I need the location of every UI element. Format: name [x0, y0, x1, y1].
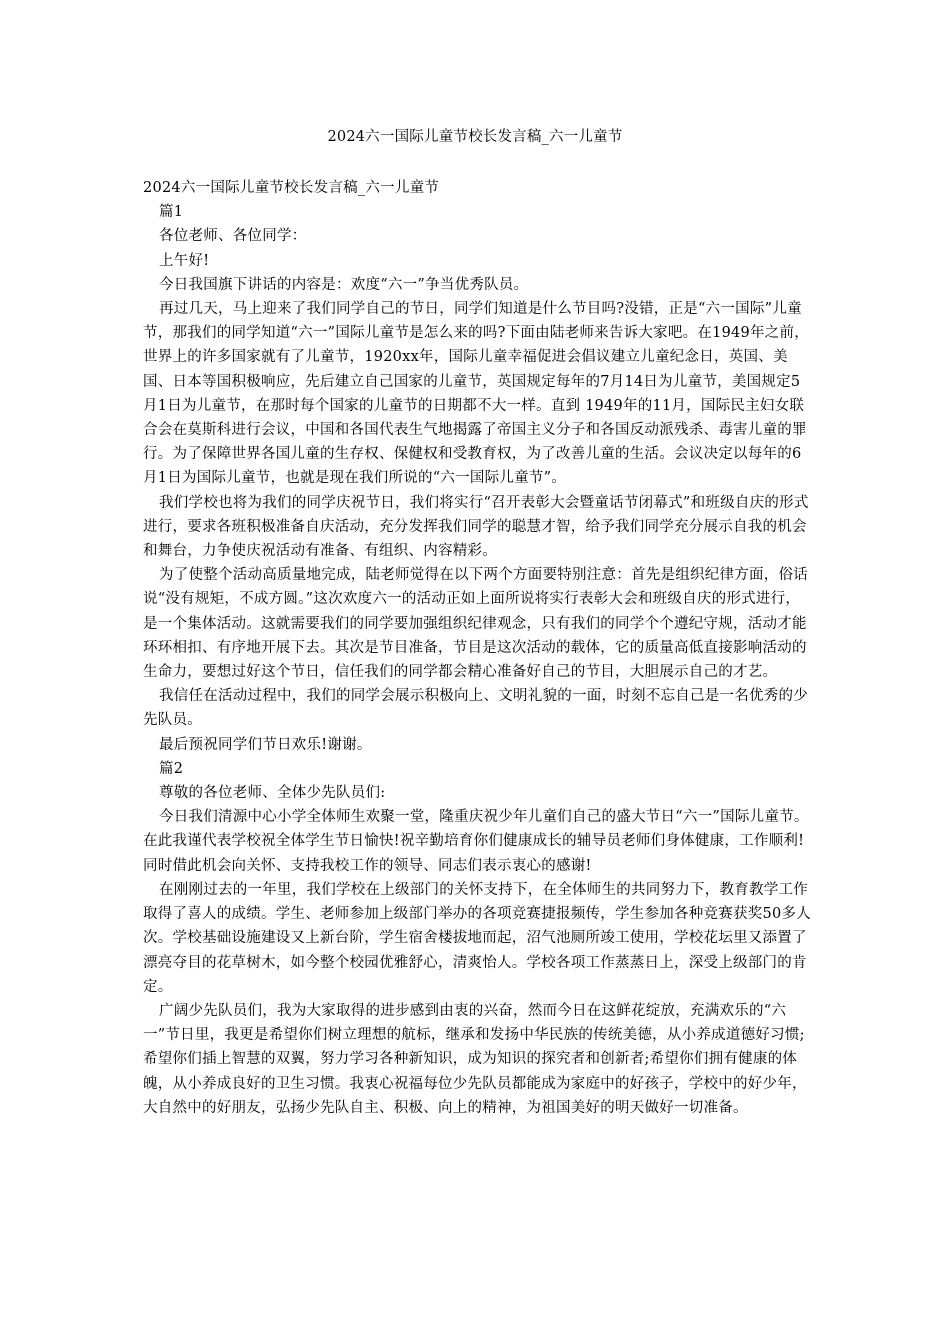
paragraph: 在刚刚过去的一年里，我们学校在上级部门的关怀支持下，在全体师生的共同努力下，教育教学工作取得了喜人的成绩。学生、老师参加上级部门举办的各项竞赛捷报频传，学生参加各种竞赛获奖50多人次。学校基础设施建设又上新台阶，学生宿舍楼拔地而起，沼气池厕所竣工使用，学校花坛里又添置了漂亮夺目的花草树木，如今整个校园优雅舒心，清爽怡人。学校各项工作蒸蒸日上，深受上级部门的肯定。 — [143, 881, 811, 995]
section-label: 篇2 — [159, 760, 184, 777]
paragraph: 为了使整个活动高质量地完成，陆老师觉得在以下两个方面要特别注意：首先是组织纪律方面，俗话说“没有规矩，不成方圆。”这次欢度六一的活动正如上面所说将实行表彰大会和班级自庆的形式进行，是一个集体活动。这就需要我们的同学要加强组织纪律观念，只有我们的同学个个遵纪守规，活动才能环环相扣、有序地开展下去。其次是节目准备，节目是这次活动的载体，它的质量高低直接影响活动的生命力，要想过好这个节日，信任我们的同学都会精心准备好自己的节目，大胆展示自己的才艺。 — [143, 567, 808, 681]
salutation: 各位老师、各位同学： — [159, 228, 307, 245]
page-title: 2024六一国际儿童节校长发言稿_六一儿童节 — [327, 129, 623, 145]
paragraph: 广阔少先队员们，我为大家取得的进步感到由衷的兴奋，然而今日在这鲜花绽放，充满欢乐的“六一”节日里，我更是希望你们树立理想的航标，继承和发扬中华民族的传统美德，从小养成道德好习惯;希望你们插上智慧的双翼，努力学习各种新知识，成为知识的探究者和创新者;希望你们拥有健康的体魄，从小养成良好的卫生习惯。我衷心祝福每位少先队员都能成为家庭中的好孩子，学校中的好少年，大自然中的好朋友，弘扬少先队自主、积极、向上的精神，为祖国美好的明天做好一切准备。 — [143, 1002, 807, 1116]
paragraph: 今日我国旗下讲话的内容是：欢度“六一”争当优秀队员。 — [159, 276, 529, 293]
paragraph: 我信任在活动过程中，我们的同学会展示积极向上、文明礼貌的一面，时刻不忘自己是一名优秀的少先队员。 — [143, 688, 808, 729]
greeting: 上午好! — [159, 252, 210, 269]
closing-line: 最后预祝同学们节日欢乐!谢谢。 — [159, 736, 372, 753]
paragraph: 再过几天，马上迎来了我们同学自己的节日，同学们知道是什么节目吗?没错，正是“六一国际”儿童节，那我们的同学知道“六一”国际儿童节是怎么来的吗?下面由陆老师来告诉大家吧。在1949年之前，世界上的许多国家就有了儿童节，1920xx年，国际儿童幸福促进会倡议建立儿童纪念日，英国、美国、日本等国积极响应，先后建立自己国家的儿童节，英国规定每年的7月14日为儿童节，美国规定5月1日为儿童节，在那时每个国家的儿童节的日期都不大一样。直到 1949年的11月，国际民主妇女联合会在莫斯科进行会议，中国和各国代表生气地揭露了帝国主义分子和各国反动派残杀、毒害儿童的罪行。为了保障世界各国儿童的生存权、保健权和受教育权，为了改善儿童的生活。会议决定以每年的6月1日为国际儿童节，也就是现在我们所说的“六一国际儿童节”。 — [143, 301, 809, 487]
document-heading: 2024六一国际儿童节校长发言稿_六一儿童节 — [143, 180, 440, 196]
salutation: 尊敬的各位老师、全体少先队员们: — [159, 785, 386, 802]
paragraph: 我们学校也将为我们的同学庆祝节日，我们将实行“召开表彰大会暨童话节闭幕式”和班级自庆的形式进行，要求各班积极准备自庆活动，充分发挥我们同学的聪慧才智，给予我们同学充分展示自我的机会和舞台，力争使庆祝活动有准备、有组织、内容精彩。 — [143, 494, 809, 560]
section-label: 篇1 — [159, 204, 184, 221]
paragraph: 今日我们清源中心小学全体师生欢聚一堂，隆重庆祝少年儿童们自己的盛大节日“六一”国际儿童节。在此我谨代表学校祝全体学生节日愉快!祝辛勤培育你们健康成长的辅导员老师们身体健康，工作顺利!同时借此机会向关怀、支持我校工作的领导、同志们表示衷心的感谢! — [143, 809, 809, 874]
document-body — [143, 176, 813, 1120]
